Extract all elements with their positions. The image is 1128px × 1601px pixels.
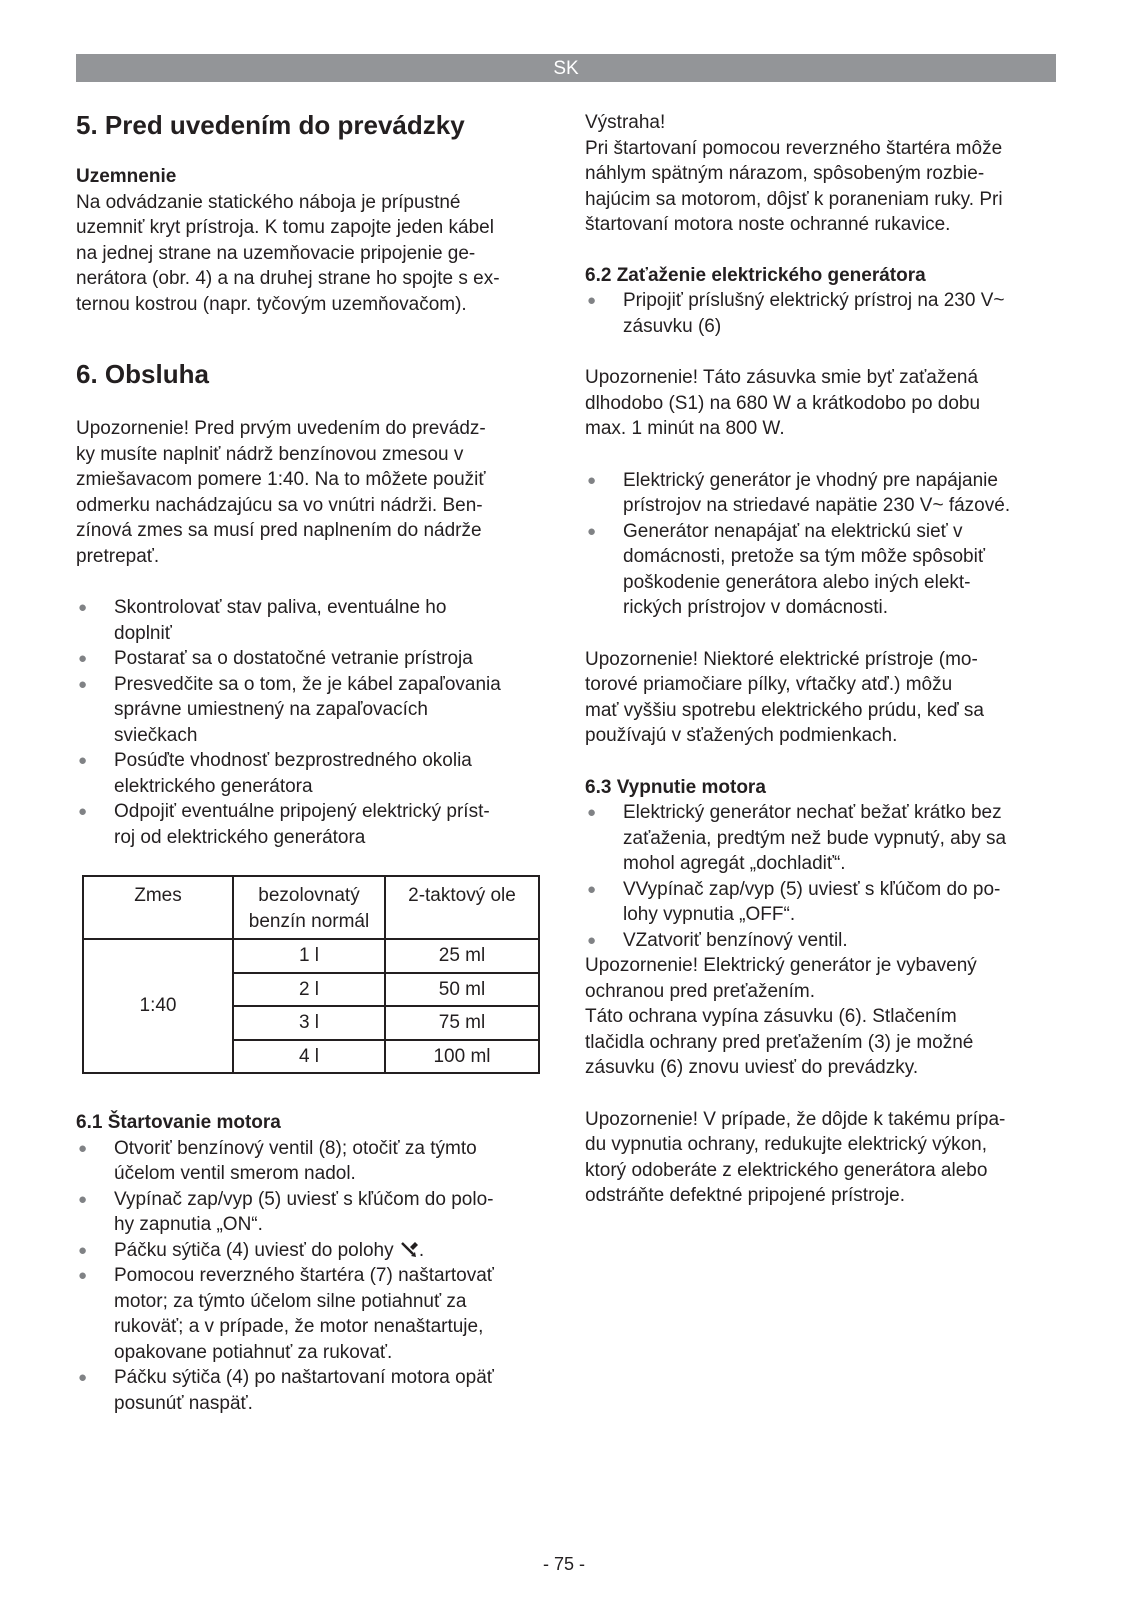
table-header-cell: bezolovnatý benzín normál [233,876,385,939]
section-6-3-title: 6.3 Vypnutie motora [585,776,766,798]
bullet-icon: ● [78,650,88,667]
bullet-icon: ● [78,1190,88,1208]
language-code: SK [553,58,579,79]
bullet-icon: ● [78,1267,88,1284]
section-6-2-note-2: Upozornenie! Niektoré elektrické prístroje (mo- torové priamočiare pílky, vŕtačky atď.) môžu mať vyššiu spotrebu elektrického prúdu, keď sa používajú v sťažených podmienkach. [585,648,984,746]
table-cell: 2 l [233,973,385,1007]
list-item: ● Otvoriť benzínový ventil (8); otočiť za týmto účelom ventil smerom nadol. [78,1137,477,1184]
language-header-bar [76,54,1056,82]
section-6-3-list [585,800,1060,953]
bullet-icon: ● [78,1139,88,1157]
table-header-cell: Zmes [83,876,233,939]
list-item: ● Postarať sa o dostatočné vetranie prístroja [76,646,546,672]
list-item: ● Pripojiť príslušný elektrický prístroj na 230 V~ zásuvku (6) [587,290,1005,337]
table-cell: 4 l [233,1040,385,1074]
list-item: ● Generátor nenapájať na elektrickú sieť v domácnosti, pretože sa tým môže spôsobiť poškodenie generátora alebo iných elekt- rických prístrojov v domácnosti. [587,520,985,618]
section-6-2-list [585,288,1060,339]
left-column [76,110,546,1416]
warning-text: Výstraha! Pri štartovaní pomocou reverzného štartéra môže náhlym spätným nárazom, spôsobeným rozbie- hajúcim sa motorom, dôjsť k poraneniam ruky. Pri štartovaní motora noste ochranné rukavice. [585,112,1003,235]
section-6-checklist [76,595,546,850]
choke-symbol-icon [399,1241,419,1259]
bullet-icon: ● [78,1241,88,1259]
list-item: ● Pomocou reverzného štartéra (7) naštartovať motor; za týmto účelom silne potiahnuť za rukoväť; a v prípade, že motor nenaštartuje, opakovane potiahnuť za rukovať. [78,1265,494,1363]
section-6-1-steps [76,1136,546,1417]
list-item: ● Elektrický generátor nechať bežať krátko bez zaťaženia, predtým než bude vypnutý, aby sa mohol agregát „dochladiť“. [587,802,1007,874]
list-item: ● Elektrický generátor je vhodný pre napájanie prístrojov na striedavé napätie 230 V~ fázové. [587,469,1011,516]
section-6-note: Upozornenie! Pred prvým uvedením do prevádz- ky musíte naplniť nádrž benzínovou zmesou v zmiešavacom pomere 1:40. Na to môžete použiť odmerku nachádzajúcu sa vo vnútri nádrži. Ben- zínová zmes sa musí pred naplnením do nádrže pretrepať. [76,418,486,567]
section-6-title: 6. Obsluha [76,359,209,389]
section-6-3-note: Upozornenie! Elektrický generátor je vybavený ochranou pred preťažením. Táto ochrana vypína zásuvku (6). Stlačením tlačidla ochrany pred preťažením (3) je možné zásuvku (6) znovu uviesť do prevádzky. [585,955,977,1078]
section-6-2-note: Upozornenie! Táto zásuvka smie byť zaťažená dlhodobo (S1) na 680 W a krátkodobo po dobu max. 1 minút na 800 W. [585,367,981,439]
bullet-icon: ● [587,804,597,821]
table-cell-ratio: 1:40 [83,939,233,1073]
fuel-mix-table [82,875,540,1074]
grounding-text: Na odvádzanie statického náboja je prípustné uzemniť kryt prístroja. K tomu zapojte jeden kábel na jednej strane na uzemňovacie pripojenie ge- nerátora (obr. 4) a na druhej strane ho spojte s ex- ternou kostrou (napr. tyčovým uzemňovačom). [76,191,500,315]
right-column [585,110,1060,1209]
bullet-icon: ● [587,931,597,949]
list-item: ● VVypínač zap/vyp (5) uviesť s kľúčom do po- lohy vypnutia „OFF“. [587,878,1001,925]
page-number: - 75 - [542,1554,585,1574]
table-cell: 25 ml [385,939,539,973]
section-6-2-list-2 [585,468,1060,621]
list-item: ● Vypínač zap/vyp (5) uviesť s kľúčom do polo- hy zapnutia „ON“. [78,1188,494,1235]
table-cell: 3 l [233,1006,385,1040]
list-item: ● Skontrolovať stav paliva, eventuálne ho doplniť [78,597,447,644]
list-item: ● Presvedčite sa o tom, že je kábel zapaľovania správne umiestnený na zapaľovacích sviečkach [78,673,501,746]
section-5-title: 5. Pred uvedením do prevádzky [76,110,465,140]
bullet-icon: ● [587,880,597,898]
table-cell: 1 l [233,939,385,973]
grounding-title: Uzemnenie [76,166,177,187]
section-6-2-title: 6.2 Zaťaženie elektrického generátora [585,264,926,286]
table-header-cell: 2-taktový ole [385,876,539,939]
bullet-icon: ● [78,675,88,693]
table-cell: 75 ml [385,1006,539,1040]
bullet-icon: ● [78,752,88,769]
section-6-3-note-2: Upozornenie! V prípade, že dôjde k takému prípa- du vypnutia ochrany, redukujte elektrický výkon, ktorý odoberáte z elektrického generátora alebo odstráňte defektné pripojené prístroje. [585,1108,1006,1206]
table-cell: 50 ml [385,973,539,1007]
bullet-icon: ● [78,599,88,616]
list-item: ● Páčku sýtiča (4) uviesť do polohy . [76,1238,546,1264]
bullet-icon: ● [78,1369,88,1386]
list-item: ● Páčku sýtiča (4) po naštartovaní motora opäť posunúť naspäť. [78,1367,494,1414]
table-header-row [83,876,539,939]
section-6-1-title: 6.1 Štartovanie motora [76,1112,281,1133]
list-item: ● Posúďte vhodnosť bezprostredného okolia elektrického generátora [78,750,472,797]
bullet-icon: ● [78,803,88,820]
bullet-icon: ● [587,522,597,540]
table-cell: 100 ml [385,1040,539,1074]
list-item: ● VZatvoriť benzínový ventil. [585,928,1060,954]
table-row [83,939,539,973]
bullet-icon: ● [587,471,597,489]
bullet-icon: ● [587,292,597,309]
list-item: ● Odpojiť eventuálne pripojený elektrický príst- roj od elektrického generátora [78,801,490,848]
